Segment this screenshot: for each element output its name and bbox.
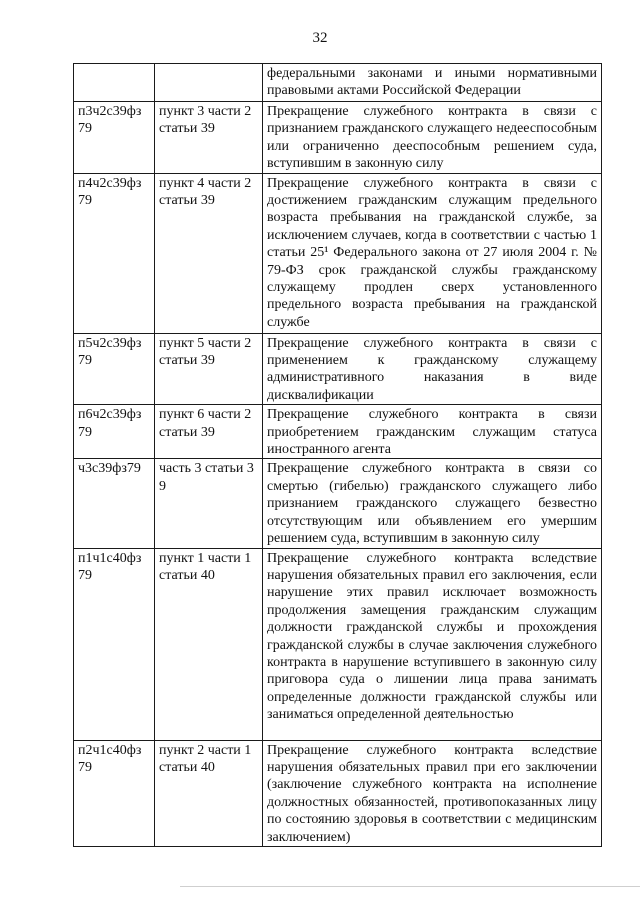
table-row (74, 548, 602, 740)
row-description: Прекращение служебного контракта вследствие нарушения обязательных правил его заключения, если нарушение этих правил исключает возможность продолжения замещения гражданским служащим должности гражданской службы и прохождения гражданской службы в случае заключения служебного контракта в нарушение вступившего в законную силу приговора суда о лишении лица права занимать определенные должности гражданской службы или заниматься определенной деятельностью (263, 548, 602, 740)
row-legal-reference (155, 64, 263, 102)
table-row (74, 740, 602, 846)
page-number: 32 (312, 30, 328, 46)
row-description: Прекращение служебного контракта в связи с достижением гражданским служащим предельного возраста пребывания на гражданской службе, за исключением случаев, когда в соответствии с частью 1 статьи 25¹ Федерального закона от 27 июля 2004 г. № 79-ФЗ срок гражданской службы гражданскому служащему продлен сверх установленного предельного возраста пребывания на гражданской службе (263, 173, 602, 333)
row-legal-reference: пункт 1 части 1 статьи 40 (155, 548, 263, 740)
row-description: Прекращение служебного контракта в связи приобретением гражданским служащим статуса иностранного агента (263, 405, 602, 459)
row-legal-reference: пункт 5 части 2 статьи 39 (155, 333, 263, 405)
row-code: п3ч2с39фз 79 (74, 102, 155, 174)
row-legal-reference: пункт 6 части 2 статьи 39 (155, 405, 263, 459)
row-legal-reference: часть 3 статьи 39 (155, 459, 263, 548)
termination-codes-table (73, 63, 602, 847)
table-row (74, 64, 602, 102)
row-code (74, 64, 155, 102)
row-description: Прекращение служебного контракта в связи с признанием гражданского служащего недееспособным или ограниченно дееспособным решением суда, вступившим в законную силу (263, 102, 602, 174)
table-row (74, 459, 602, 548)
row-description: Прекращение служебного контракта в связи со смертью (гибелью) гражданского служащего либо признанием гражданского служащего безвестно отсутствующим или объявлением его умершим решением суда, вступившим в законную силу (263, 459, 602, 548)
row-code: ч3с39фз79 (74, 459, 155, 548)
row-legal-reference: пункт 3 части 2 статьи 39 (155, 102, 263, 174)
row-description: федеральными законами и иными нормативными правовыми актами Российской Федерации (263, 64, 602, 102)
row-code: п4ч2с39фз 79 (74, 173, 155, 333)
table-row (74, 173, 602, 333)
page-bottom-edge (180, 886, 640, 887)
row-legal-reference: пункт 2 части 1 статьи 40 (155, 740, 263, 846)
table-row (74, 333, 602, 405)
row-description: Прекращение служебного контракта вследствие нарушения обязательных правил при его заключении (заключение служебного контракта на исполнение должностных обязанностей, противопоказанных лицу по состоянию здоровья в соответствии с медицинским заключением) (263, 740, 602, 846)
row-code: п5ч2с39фз 79 (74, 333, 155, 405)
table-row (74, 102, 602, 174)
row-legal-reference: пункт 4 части 2 статьи 39 (155, 173, 263, 333)
row-code: п6ч2с39фз 79 (74, 405, 155, 459)
row-code: п2ч1с40фз 79 (74, 740, 155, 846)
row-description: Прекращение служебного контракта в связи с применением к гражданскому служащему административного наказания в виде дисквалификации (263, 333, 602, 405)
row-code: п1ч1с40фз 79 (74, 548, 155, 740)
table-row (74, 405, 602, 459)
